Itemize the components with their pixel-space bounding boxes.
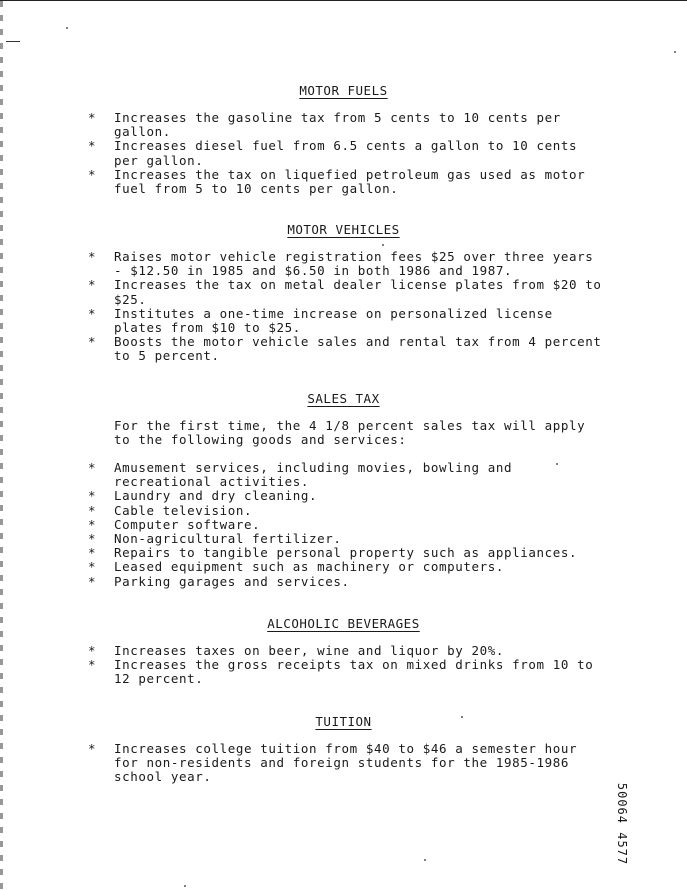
list-item-text: Increases the tax on metal dealer license plates from $20 to $25.	[114, 277, 602, 307]
list-item-text: Increases taxes on beer, wine and liquor by 20%.	[114, 643, 505, 658]
scan-speck	[382, 244, 384, 246]
section-title: TUITION	[315, 714, 372, 729]
list-item-text: Laundry and dry cleaning.	[114, 488, 318, 504]
bullet-mark: *	[88, 643, 97, 658]
list-item-text: Amusement services, including movies, bowling and recreational activities.	[114, 460, 513, 490]
list-item-text: Institutes a one-time increase on personalized license plates from $10 to $25.	[114, 305, 553, 336]
section-heading-motor-vehicles	[0, 222, 687, 237]
scan-speck	[184, 885, 186, 887]
list-item	[88, 575, 628, 589]
sales-tax-intro: For the first time, the 4 1/8 percent sales tax will apply to the following goods and services:	[114, 418, 586, 448]
section-heading-tuition	[0, 714, 687, 729]
list-item-text: Increases diesel fuel from 6.5 cents a gallon to 10 cents per gallon.	[114, 138, 578, 168]
bullet-mark: *	[88, 741, 97, 756]
document-stamp	[612, 779, 632, 869]
list-item	[88, 742, 628, 785]
bullet-mark: *	[88, 488, 97, 504]
bullet-mark: *	[88, 559, 97, 575]
bullet-mark: *	[88, 460, 97, 475]
scan-speck	[674, 51, 676, 53]
list-item	[88, 111, 628, 139]
list-item	[88, 489, 628, 503]
bullet-mark: *	[88, 545, 97, 561]
bullet-mark: *	[88, 138, 97, 154]
tuition-list	[88, 742, 628, 785]
list-item	[88, 504, 628, 518]
list-item-text: Repairs to tangible personal property such as appliances.	[114, 545, 578, 561]
list-item-text: Increases the gasoline tax from 5 cents to 10 cents per gallon.	[114, 110, 561, 140]
section-title: ALCOHOLIC BEVERAGES	[267, 616, 420, 631]
section-heading-alcoholic-beverages	[0, 616, 687, 631]
bullet-mark: *	[88, 657, 97, 673]
document-stamp-text: 50064 4577	[615, 782, 629, 866]
scan-speck	[424, 859, 426, 861]
list-item-text: Increases the tax on liquefied petroleum gas used as motor fuel from 5 to 10 cents per gallon.	[114, 166, 586, 197]
list-item	[88, 560, 628, 574]
section-title: MOTOR VEHICLES	[287, 222, 400, 237]
scan-speck	[461, 716, 463, 718]
list-item	[88, 168, 628, 196]
alcoholic-beverages-list	[88, 644, 628, 687]
list-item-text: Increases the gross receipts tax on mixed drinks from 10 to 12 percent.	[114, 657, 594, 687]
bullet-mark: *	[88, 110, 97, 125]
list-item	[88, 461, 628, 489]
list-item-text: Increases college tuition from $40 to $46 a semester hour for non-residents and foreign students for the 1985-1986 school year.	[114, 741, 578, 785]
section-title: MOTOR FUELS	[299, 83, 388, 98]
bullet-mark: *	[88, 249, 97, 264]
motor-fuels-list	[88, 111, 628, 196]
list-item	[88, 546, 628, 560]
list-item	[88, 307, 628, 335]
scan-edge	[0, 1, 3, 891]
bullet-mark: *	[88, 516, 97, 532]
section-heading-motor-fuels	[0, 83, 687, 98]
list-item-text: Parking garages and services.	[114, 573, 350, 589]
bullet-mark: *	[88, 166, 97, 182]
list-item-text: Boosts the motor vehicle sales and rental tax from 4 percent to 5 percent.	[114, 334, 602, 364]
sales-tax-list	[88, 461, 628, 589]
list-item-text: Non-agricultural fertilizer.	[114, 531, 342, 547]
list-item-text: Raises motor vehicle registration fees $25 over three years - $12.50 in 1985 and $6.50 in both 1986 and 1987.	[114, 249, 594, 279]
section-heading-sales-tax	[0, 391, 687, 406]
scan-mark	[6, 41, 20, 42]
list-item	[88, 644, 628, 658]
list-item	[88, 658, 628, 686]
list-item-text: Leased equipment such as machinery or computers.	[114, 559, 505, 575]
list-item-text: Computer software.	[114, 516, 261, 532]
bullet-mark: *	[88, 305, 97, 321]
section-title: SALES TAX	[307, 391, 380, 406]
bullet-mark: *	[88, 502, 97, 518]
motor-vehicles-list	[88, 250, 628, 364]
bullet-mark: *	[88, 573, 97, 589]
bullet-mark: *	[88, 334, 97, 350]
scan-speck	[66, 27, 68, 29]
list-item	[88, 139, 628, 167]
scan-speck	[556, 463, 558, 465]
list-item	[88, 335, 628, 363]
list-item	[88, 250, 628, 278]
list-item	[88, 278, 628, 306]
list-item	[88, 532, 628, 546]
bullet-mark: *	[88, 277, 97, 293]
list-item	[88, 518, 628, 532]
bullet-mark: *	[88, 531, 97, 547]
list-item-text: Cable television.	[114, 502, 253, 518]
